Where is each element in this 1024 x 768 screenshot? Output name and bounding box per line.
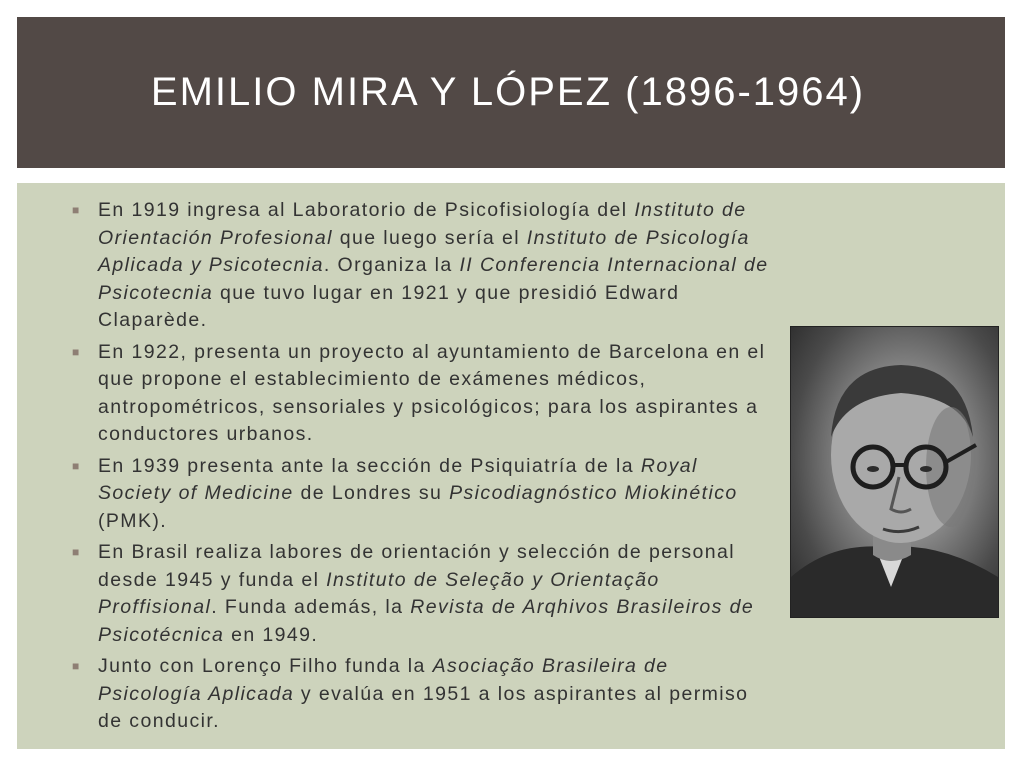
bullet-italic-segment: Asociação Brasileira de Psicología Aplicada	[98, 655, 669, 705]
title-bar	[17, 17, 1005, 168]
bullet-text	[98, 655, 748, 732]
bullet-italic-segment: Psicodiagnóstico Miokinético	[449, 482, 738, 504]
bullet-segment: En Brasil realiza labores de orientación y selección de personal desde 1945 y funda el	[98, 541, 735, 591]
bullet-segment: que tuvo lugar en 1921 y que presidió Edward Claparède.	[98, 281, 680, 331]
bullet-segment: (PMK).	[98, 509, 168, 532]
slide-title: EMILIO MIRA Y LÓPEZ (1896-1964)	[150, 70, 866, 114]
bullet-italic-segment: Instituto de Seleção y Orientação Proffisional	[98, 568, 660, 618]
bullet-italic-segment: Instituto de Orientación Profesional	[98, 199, 747, 249]
bullet-square-icon: ■	[72, 458, 81, 473]
portrait-photo	[790, 326, 999, 618]
bullet-text	[98, 199, 768, 331]
bullet-item	[72, 653, 772, 736]
portrait-illustration	[791, 327, 998, 617]
bullet-italic-segment: Royal Society of Medicine	[98, 454, 698, 504]
bullet-segment: . Funda además, la	[211, 596, 411, 618]
bullet-square-icon: ■	[72, 545, 81, 559]
bullet-segment: En 1939 presenta ante la sección de Psiquiatría de la	[98, 454, 641, 477]
bullet-segment: En 1922, presenta un proyecto al ayuntamiento de Barcelona en el que propone el establecimiento de exámenes médicos, antropométricos, sensoriales y psicológicos; para los aspirantes a conductores urbanos.	[98, 340, 766, 445]
bullet-italic-segment: II Conferencia Internacional de Psicotecnia	[98, 254, 769, 304]
bullet-italic-segment: Instituto de Psicología Aplicada y Psicotecnia	[98, 226, 750, 276]
bullet-text	[98, 341, 765, 446]
bullet-segment: de Londres su	[293, 482, 450, 504]
bullet-segment: Junto con Lorenço Filho funda la	[98, 655, 433, 677]
bullet-italic-segment: Revista de Arqhivos Brasileiros de Psicotécnica	[98, 596, 755, 646]
bullet-text	[98, 541, 754, 646]
content-panel	[17, 183, 1005, 749]
bullet-segment: . Organiza la	[323, 254, 460, 276]
bullet-segment: que luego sería el	[332, 226, 527, 249]
bullet-segment: y evalúa en 1951 a los aspirantes al permiso de conducir.	[98, 682, 749, 732]
bullet-item	[72, 339, 772, 449]
bullet-item	[72, 197, 772, 335]
bullet-square-icon: ■	[72, 659, 81, 673]
bullet-list	[72, 197, 772, 740]
bullet-item	[72, 539, 772, 649]
bullet-square-icon: ■	[72, 344, 81, 359]
bullet-square-icon: ■	[72, 203, 81, 217]
bullet-segment: En 1919 ingresa al Laboratorio de Psicofisiología del	[98, 199, 635, 221]
bullet-text	[98, 455, 738, 532]
bullet-item	[72, 453, 772, 536]
bullet-segment: en 1949.	[224, 623, 319, 646]
